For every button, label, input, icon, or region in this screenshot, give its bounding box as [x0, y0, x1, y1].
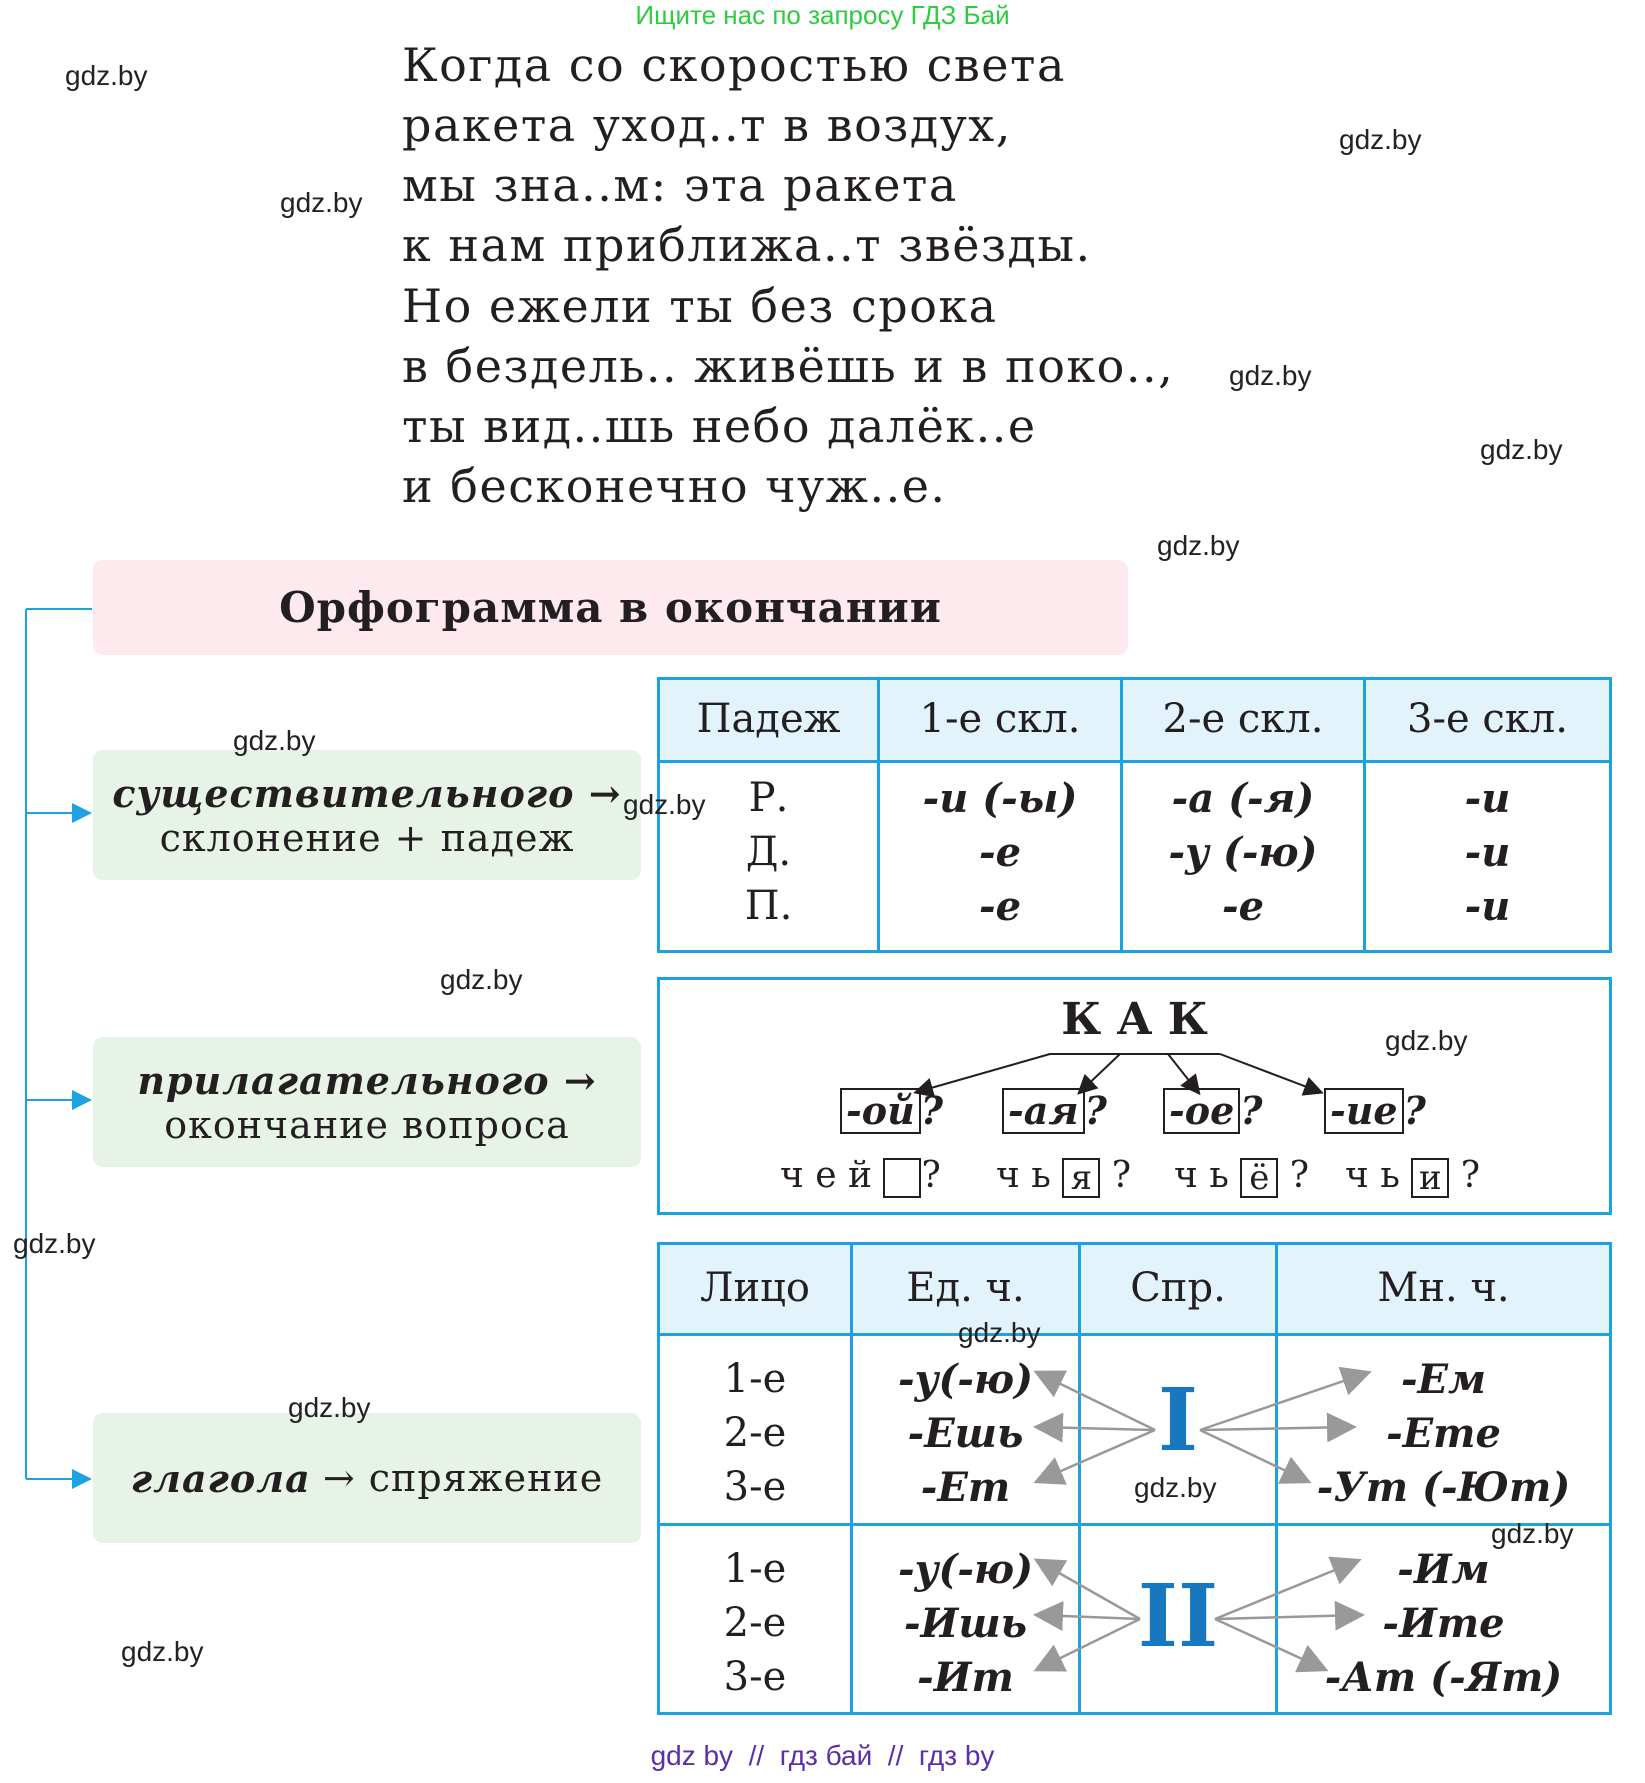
- ending: -е: [1221, 883, 1265, 930]
- watermark: gdz.by: [1229, 360, 1312, 391]
- header-singular: Ед. ч.: [906, 1265, 1025, 1311]
- header-decl1: 1-е скл.: [919, 696, 1081, 742]
- ending: -и (-ы): [922, 775, 1078, 822]
- question-chyi: ч ь и ?: [1345, 1155, 1481, 1198]
- footer-link[interactable]: gdz by // гдз бай // гдз by: [650, 1740, 995, 1771]
- sg-ending: -Ит: [917, 1654, 1014, 1701]
- adj-rule-line1: прилагательного →: [137, 1057, 597, 1103]
- verb-rule-box: [93, 1413, 641, 1543]
- case-label: Д.: [745, 829, 792, 875]
- ending: -у (-ю): [1168, 829, 1318, 876]
- poem-line: ракета уход..т в воздух,: [402, 98, 1012, 152]
- poem-line: ты вид..шь небо далёк..е: [402, 399, 1037, 453]
- watermark: gdz.by: [1134, 1472, 1217, 1503]
- watermark: gdz.by: [13, 1228, 96, 1259]
- noun-rule-line2: склонение + падеж: [159, 815, 575, 860]
- watermark: gdz.by: [1157, 530, 1240, 561]
- pl-ending: -Ат (-Ят): [1324, 1654, 1563, 1701]
- search-banner: Ищите нас по запросу ГДЗ Бай: [635, 0, 1010, 30]
- sg-ending: -Ешь: [907, 1410, 1024, 1457]
- header-decl3: 3-е скл.: [1407, 696, 1568, 742]
- noun-rule-box: [93, 750, 641, 880]
- watermark: gdz.by: [65, 60, 148, 91]
- header-decl2: 2-е скл.: [1162, 696, 1324, 742]
- poem-line: Когда со скоростью света: [402, 38, 1066, 92]
- poem-line: Но ежели ты без срока: [402, 279, 998, 333]
- ending: -и: [1464, 829, 1511, 876]
- verb-rule-italic: глагола: [130, 1455, 311, 1501]
- person-label: 2-е: [723, 1600, 787, 1646]
- person-label: 3-е: [723, 1654, 787, 1700]
- header-person: Лицо: [700, 1265, 810, 1311]
- scheme-title: Орфограмма в окончании: [93, 560, 1128, 655]
- question-chei: ч е й ?: [780, 1155, 941, 1196]
- question-chya: ч ь я ?: [996, 1155, 1132, 1198]
- kak-label: К А К: [1061, 994, 1208, 1045]
- poem-line: в бездель.. живёшь и в поко..,: [402, 339, 1175, 393]
- adj-rule-line2: окончание вопроса: [164, 1102, 570, 1147]
- question-chyo: ч ь ё ?: [1174, 1155, 1310, 1198]
- watermark: gdz.by: [1339, 124, 1422, 155]
- ending-aya: -ая ?: [1002, 1088, 1107, 1134]
- poem-line: и бесконечно чуж..е.: [402, 459, 947, 513]
- watermark: gdz.by: [1480, 434, 1563, 465]
- noun-rule-line1: существительного →: [112, 770, 622, 816]
- conjugation-numeral: I: [1157, 1370, 1199, 1471]
- ending-oe: -ое ?: [1163, 1088, 1263, 1134]
- watermark: gdz.by: [958, 1317, 1041, 1348]
- poem-line: мы зна..м: эта ракета: [402, 158, 958, 212]
- ending: -и: [1464, 775, 1511, 822]
- ending: -а (-я): [1171, 775, 1315, 822]
- watermark: gdz.by: [233, 725, 316, 756]
- header-plural: Мн. ч.: [1377, 1265, 1510, 1311]
- person-label: 3-е: [723, 1464, 787, 1510]
- ending: -и: [1464, 883, 1511, 930]
- noun-declension-table: [657, 677, 1612, 953]
- ending: -е: [978, 883, 1022, 930]
- header-conjugation: Спр.: [1130, 1265, 1226, 1311]
- watermark: gdz.by: [623, 789, 706, 820]
- watermark: gdz.by: [1491, 1518, 1574, 1549]
- watermark: gdz.by: [280, 187, 363, 218]
- case-label: П.: [744, 883, 793, 929]
- adjective-question-box: [657, 977, 1612, 1215]
- person-label: 2-е: [723, 1410, 787, 1456]
- case-label: Р.: [748, 775, 789, 821]
- person-label: 1-е: [723, 1546, 787, 1592]
- ending-ie: -ие ?: [1324, 1088, 1426, 1134]
- watermark: gdz.by: [440, 964, 523, 995]
- pl-ending: -Ут (-Ют): [1316, 1464, 1571, 1511]
- pl-ending: -Ем: [1400, 1356, 1487, 1403]
- pl-ending: -Ите: [1382, 1600, 1505, 1647]
- adj-rule-box: [93, 1037, 641, 1167]
- pl-ending: -Ете: [1386, 1410, 1501, 1457]
- person-label: 1-е: [723, 1356, 787, 1402]
- pl-ending: -Им: [1397, 1546, 1490, 1593]
- watermark: gdz.by: [1385, 1025, 1468, 1056]
- poem-line: к нам приближа..т звёзды.: [402, 218, 1092, 272]
- sg-ending: -у(-ю): [897, 1356, 1034, 1403]
- watermark: gdz.by: [288, 1392, 371, 1423]
- conjugation-numeral: II: [1137, 1566, 1219, 1667]
- ending-oi: -ой ?: [840, 1088, 943, 1134]
- sg-ending: -Ишь: [903, 1600, 1028, 1647]
- sg-ending: -Ет: [920, 1464, 1011, 1511]
- ending: -е: [978, 829, 1022, 876]
- header-case: Падеж: [696, 696, 841, 742]
- verb-rule-rest: → спряжение: [322, 1456, 604, 1500]
- watermark: gdz.by: [121, 1636, 204, 1667]
- sg-ending: -у(-ю): [897, 1546, 1034, 1593]
